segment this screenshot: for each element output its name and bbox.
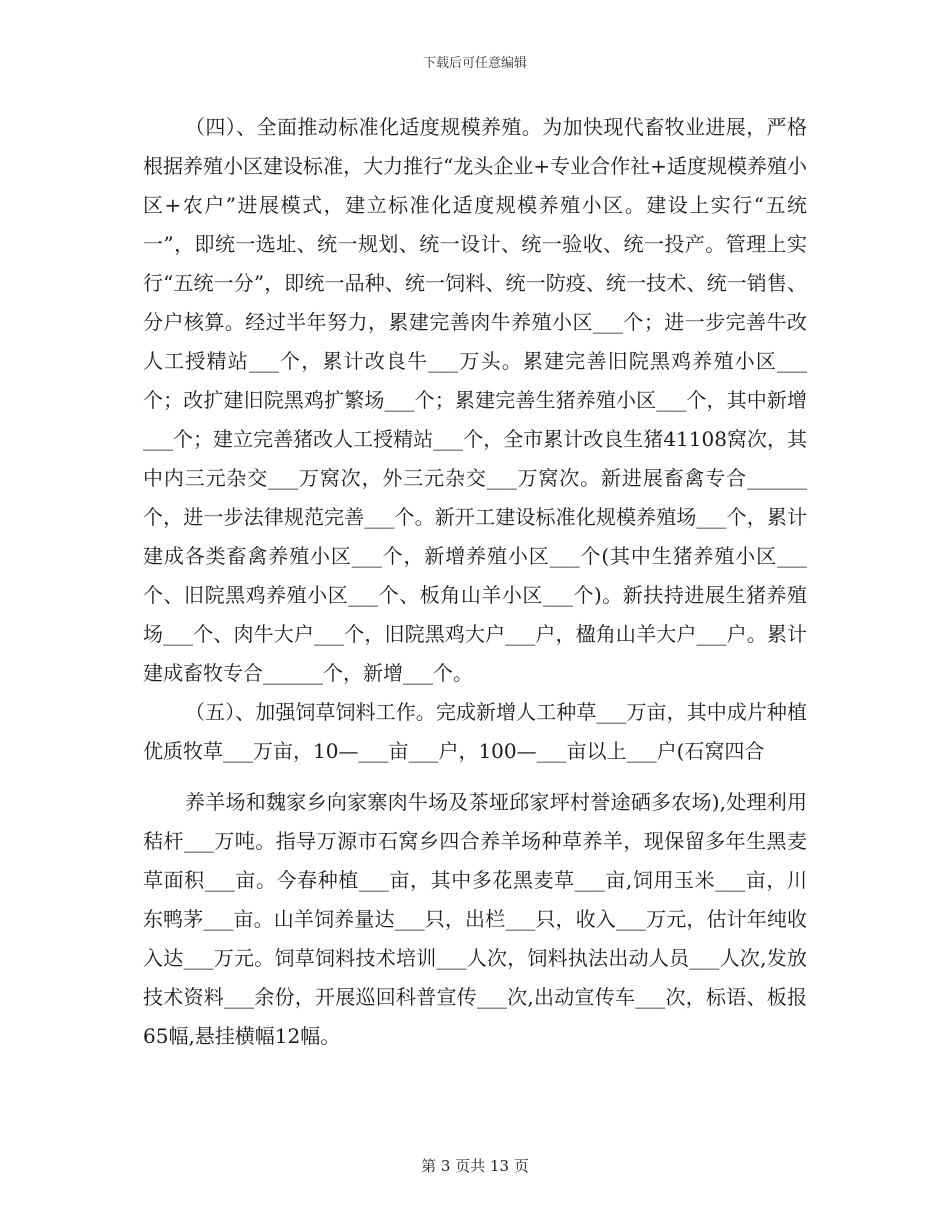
paragraph-section-5-continued: 养羊场和魏家乡向家寨肉牛场及茶垭邱家坪村誉途硒多农场),处理利用秸杆___万吨。指导万源市石窝乡四合养羊场种草养羊，现保留多年生黑麦草面积___亩。今春种植___亩，其中多花黑麦草___亩,饲用玉米___亩，川东鸭茅___亩。山羊饲养量达___只，出栏___只，收入___万元，估计年纯收入达___万元。饲草饲料技术培训___人次，饲料执法出动人员___人次,发放技术资料___余份，开展巡回科普宣传___次,出动宣传车___次，标语、板报65幅,悬挂横幅12幅。 (143, 790, 807, 1048)
paragraph-section-4: （四）、全面推动标准化适度规模养殖。为加快现代畜牧业进展，严格根据养殖小区建设标准，大力推行“龙头企业+专业合作社+适度规模养殖小区+农户”进展模式，建立标准化适度规模养殖小区。建设上实行“五统一”，即统一选址、统一规划、统一设计、统一验收、统一投产。管理上实行“五统一分”，即统一品种、统一饲料、统一防疫、统一技术、统一销售、分户核算。经过半年努力，累建完善肉牛养殖小区___个；进一步完善牛改人工授精站___个，累计改良牛___万头。累建完善旧院黑鸡养殖小区___个；改扩建旧院黑鸡扩繁场___个；累建完善生猪养殖小区___个，其中新增___个；建立完善猪改人工授精站___个，全市累计改良生猪41108窝次，其中内三元杂交___万窝次，外三元杂交___万窝次。新进展畜禽专合______个，进一步法律规范完善___个。新开工建设标准化规模养殖场___个，累计建成各类畜禽养殖小区___个，新增养殖小区___个(其中生猪养殖小区___个、旧院黑鸡养殖小区___个、板角山羊小区___个)。新扶持进展生猪养殖场___个、肉牛大户___个，旧院黑鸡大户___户，楹角山羊大户___户。累计建成畜牧专合______个，新增___个。 (143, 115, 807, 685)
page-footer: 第 3 页共 13 页 (421, 1157, 529, 1175)
paragraph-section-5: （五）、加强饲草饲料工作。完成新增人工种草___万亩，其中成片种植优质牧草___万亩，10—___亩___户，100—___亩以上___户(石窝四合 (143, 700, 807, 763)
page-header: 下载后可任意编辑 (422, 56, 527, 71)
document-body (143, 108, 807, 1056)
